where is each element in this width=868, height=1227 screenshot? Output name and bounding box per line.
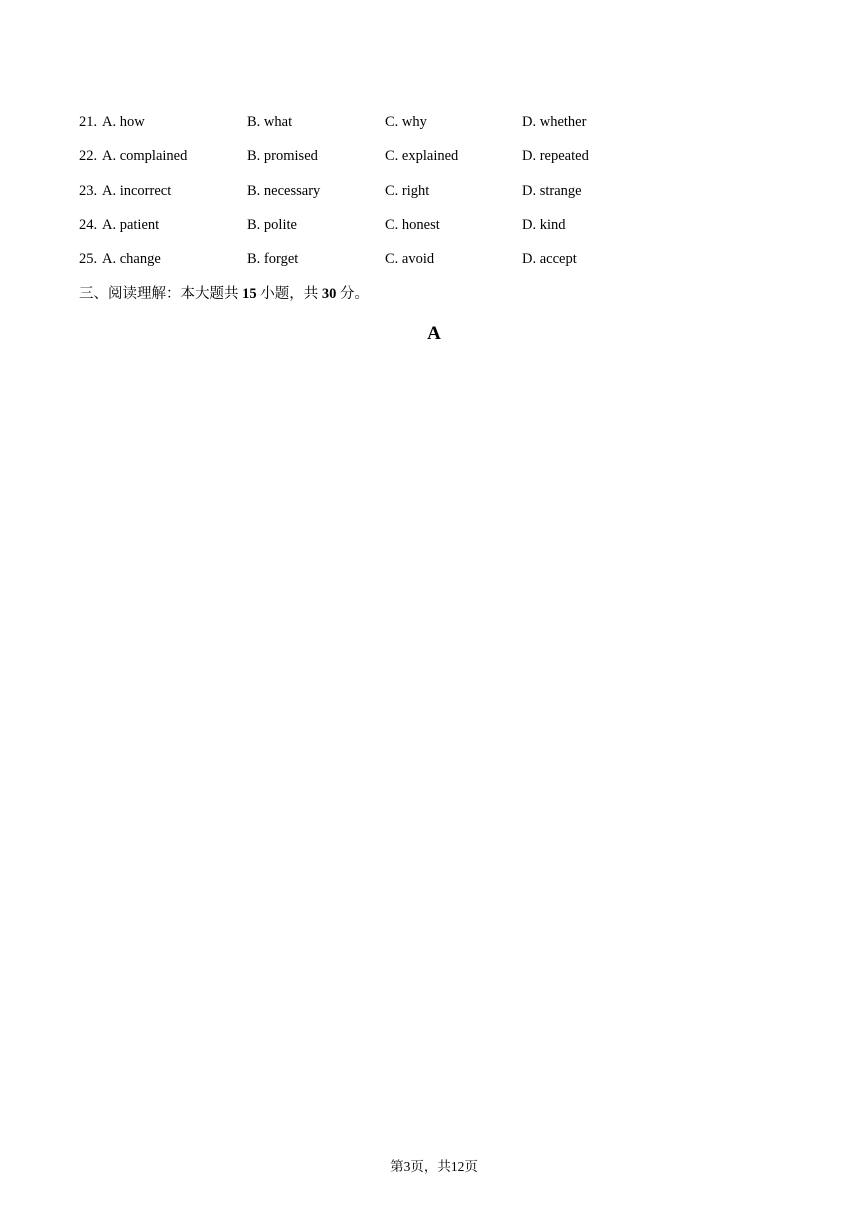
option-a: A. how [102,114,145,130]
question-22 [0,145,868,167]
question-number: 25. [79,251,98,267]
option-c: C. explained [385,148,459,164]
option-a: A. change [102,251,161,267]
question-number: 23. [79,183,98,199]
question-23 [0,180,868,202]
section-middle: 小题，共 [260,286,319,302]
passage-label: A [427,323,441,344]
total-score: 30 [321,286,337,302]
section-prefix: 三、阅读理解：本大题共 [79,286,239,302]
question-25 [0,248,868,270]
option-b: B. polite [247,217,297,233]
option-b: B. what [247,114,293,130]
option-d: D. kind [522,217,566,233]
option-d: D. repeated [522,148,589,164]
question-21 [0,111,868,133]
section-suffix: 分。 [340,286,369,302]
option-c: C. right [385,183,430,199]
question-number: 22. [79,148,98,164]
option-d: D. strange [522,183,582,199]
question-number: 21. [79,114,98,130]
page-footer: 第3页，共12页 [390,1159,478,1174]
question-count: 15 [242,286,257,302]
option-d: D. whether [522,114,587,130]
option-c: C. honest [385,217,440,233]
question-24 [0,214,868,236]
option-a: A. incorrect [102,183,172,199]
option-a: A. complained [102,148,188,164]
option-b: B. necessary [247,183,321,199]
option-a: A. patient [102,217,160,233]
option-c: C. avoid [385,251,435,267]
option-b: B. promised [247,148,318,164]
option-d: D. accept [522,251,577,267]
question-number: 24. [79,217,98,233]
section-heading [79,283,369,305]
option-c: C. why [385,114,427,130]
option-b: B. forget [247,251,299,267]
